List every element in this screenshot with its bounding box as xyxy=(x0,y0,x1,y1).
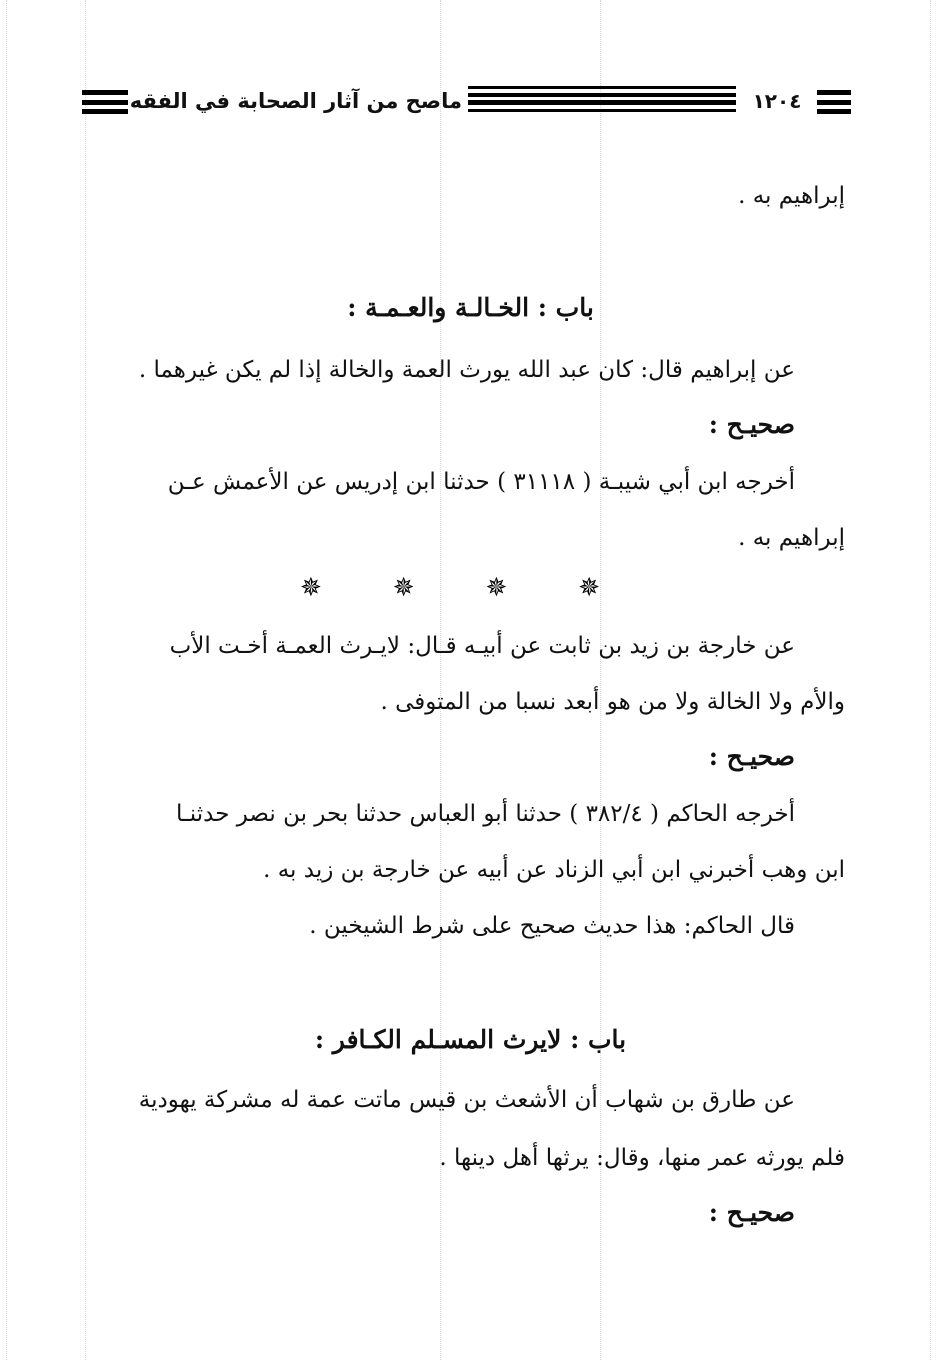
section-separator xyxy=(300,568,600,608)
text-line: عن طارق بن شهاب أن الأشعث بن قيس ماتت عمة له مشركة يهودية xyxy=(138,1087,795,1113)
text-line: ابن وهب أخبرني ابن أبي الزناد عن أبيه عن خارجة بن زيد به . xyxy=(263,857,845,883)
star-ornament-icon: ✵ xyxy=(300,573,322,603)
page-header xyxy=(82,84,852,118)
text-line: والأم ولا الخالة ولا من هو أبعد نسبا من المتوفى . xyxy=(380,689,845,715)
text-line: قال الحاكم: هذا حديث صحيح على شرط الشيخين . xyxy=(309,913,795,939)
page-number: ١٢٠٤ xyxy=(752,89,802,113)
text-line: أخرجه ابن أبي شيبـة ( ٣١١١٨ ) حدثنا ابن إدريس عن الأعمش عـن xyxy=(167,469,795,495)
section-heading: باب : لايرث المسـلم الكـافر : xyxy=(314,1025,627,1054)
scan-dotted-line xyxy=(6,0,7,1360)
header-rule-right xyxy=(817,90,851,114)
text-line: فلم يورثه عمر منها، وقال: يرثها أهل دينها . xyxy=(439,1145,845,1171)
text-line: عن إبراهيم قال: كان عبد الله يورث العمة والخالة إذا لم يكن غيرهما . xyxy=(138,357,795,383)
text-line: أخرجه الحاكم ( ٣٨٢/٤ ) حدثنا أبو العباس حدثنا بحر بن نصر حدثنـا xyxy=(176,801,795,827)
book-title: ماصح من آثار الصحابة في الفقه xyxy=(129,89,462,113)
header-rule-left xyxy=(82,90,128,114)
text-line: إبراهيم به . xyxy=(738,183,845,209)
star-ornament-icon: ✵ xyxy=(392,573,415,603)
header-rule-middle xyxy=(468,86,736,112)
scan-dotted-line xyxy=(930,0,931,1360)
star-ornament-icon: ✵ xyxy=(578,573,600,603)
grading-label: صحيـح : xyxy=(708,742,795,771)
grading-label: صحيـح : xyxy=(708,1198,795,1227)
star-ornament-icon: ✵ xyxy=(485,573,508,603)
section-heading: باب : الخـالـة والعـمـة : xyxy=(347,293,594,322)
text-line: إبراهيم به . xyxy=(738,525,845,551)
grading-label: صحيـح : xyxy=(708,410,795,439)
text-line: عن خارجة بن زيد بن ثابت عن أبيـه قـال: لايـرث العمـة أخـت الأب xyxy=(169,633,795,659)
